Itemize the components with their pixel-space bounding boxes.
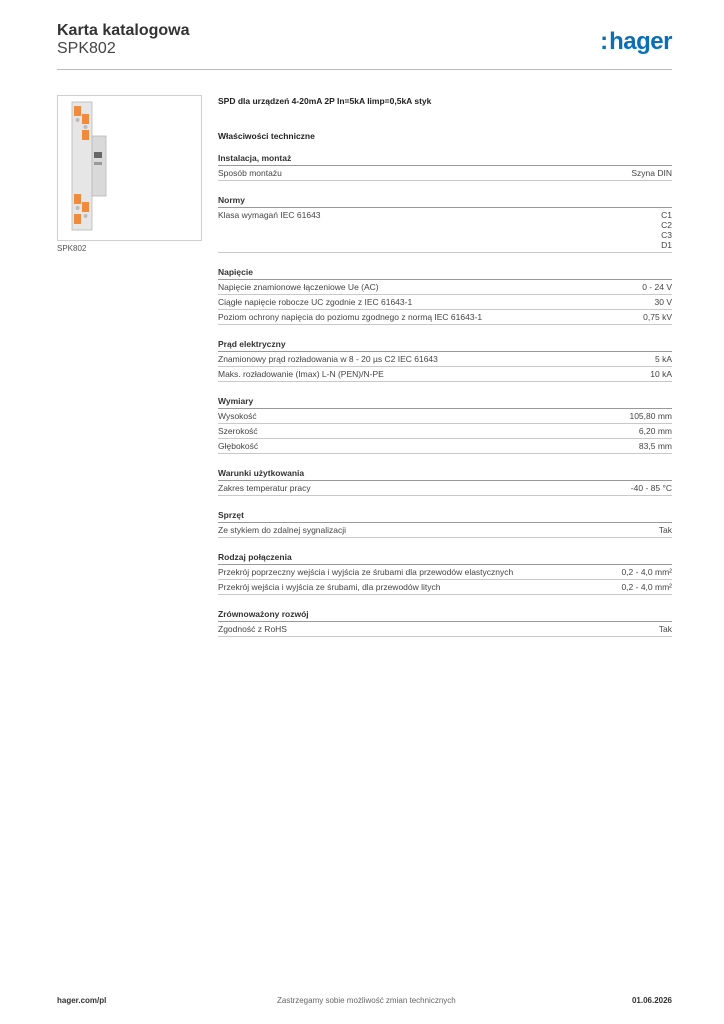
spec-label: Głębokość: [218, 441, 259, 451]
hager-logo: :hager: [600, 28, 672, 55]
spec-label: Napięcie znamionowe łączeniowe Ue (AC): [218, 282, 379, 292]
spec-section: [218, 465, 672, 496]
spec-row: [218, 166, 672, 181]
properties-heading: Właściwości techniczne: [218, 131, 315, 141]
spec-label: Zgodność z RoHS: [218, 624, 287, 634]
spec-row: [218, 439, 672, 454]
document-title: Karta katalogowa: [57, 22, 190, 39]
spec-section: [218, 192, 672, 253]
spec-row: [218, 409, 672, 424]
spec-label: Sposób montażu: [218, 168, 282, 178]
spec-label: Klasa wymagań IEC 61643: [218, 210, 321, 220]
product-description: SPD dla urządzeń 4-20mA 2P In=5kA Iimp=0,5kA styk: [218, 96, 432, 106]
section-title: Prąd elektryczny: [218, 336, 672, 352]
section-title: Napięcie: [218, 264, 672, 280]
spec-section: [218, 606, 672, 637]
footer-website[interactable]: hager.com/pl: [57, 996, 107, 1005]
spec-value: 10 kA: [650, 369, 672, 379]
spec-row: [218, 580, 672, 595]
spec-value: 0,75 kV: [643, 312, 672, 322]
spec-row: [218, 208, 672, 253]
spec-label: Przekrój poprzeczny wejścia i wyjścia ze śrubami dla przewodów elastycznych: [218, 567, 514, 577]
spec-label: Zakres temperatur pracy: [218, 483, 311, 493]
spec-value: C1 C2 C3 D1: [661, 210, 672, 250]
spec-value: Tak: [658, 624, 672, 634]
spec-value: 5 kA: [654, 354, 672, 364]
spec-value: 6,20 mm: [638, 426, 672, 436]
spec-row: [218, 424, 672, 439]
spec-row: [218, 481, 672, 496]
spec-label: Przekrój wejścia i wyjścia ze śrubami, dla przewodów litych: [218, 582, 441, 592]
image-caption: SPK802: [57, 244, 87, 253]
spec-section: [218, 507, 672, 538]
specs-table: [218, 150, 672, 648]
page-header: [57, 18, 672, 70]
spec-label: Szerokość: [218, 426, 258, 436]
spec-label: Maks. rozładowanie (Imax) L-N (PEN)/N-PE: [218, 369, 384, 379]
spec-label: Ze stykiem do zdalnej sygnalizacji: [218, 525, 347, 535]
spec-value: Tak: [658, 525, 672, 535]
spec-row: [218, 367, 672, 382]
spec-row: [218, 280, 672, 295]
spec-value: -40 - 85 °C: [630, 483, 672, 493]
product-photo-icon: [58, 96, 201, 240]
section-title: Zrównoważony rozwój: [218, 606, 672, 622]
section-title: Wymiary: [218, 393, 672, 409]
spec-row: [218, 565, 672, 580]
product-code: SPK802: [57, 40, 116, 57]
spec-section: [218, 393, 672, 454]
spec-value: 0,2 - 4,0 mm²: [621, 582, 672, 592]
section-title: Warunki użytkowania: [218, 465, 672, 481]
spec-value: 105,80 mm: [629, 411, 672, 421]
spec-row: [218, 295, 672, 310]
footer-date: 01.06.2026: [631, 996, 672, 1005]
spec-row: [218, 352, 672, 367]
spec-label: Poziom ochrony napięcia do poziomu zgodnego z normą IEC 61643-1: [218, 312, 483, 322]
product-image: [57, 95, 202, 241]
section-title: Rodzaj połączenia: [218, 549, 672, 565]
spec-value: 0,2 - 4,0 mm²: [621, 567, 672, 577]
spec-value: Szyna DIN: [631, 168, 672, 178]
spec-label: Ciągłe napięcie robocze UC zgodnie z IEC 61643-1: [218, 297, 413, 307]
footer-disclaimer: Zastrzegamy sobie możliwość zmian technicznych: [277, 996, 456, 1005]
spec-row: [218, 622, 672, 637]
spec-value: 83,5 mm: [638, 441, 672, 451]
section-title: Normy: [218, 192, 672, 208]
section-title: Sprzęt: [218, 507, 672, 523]
spec-section: [218, 549, 672, 595]
section-title: Instalacja, montaż: [218, 150, 672, 166]
spec-section: [218, 150, 672, 181]
spec-label: Znamionowy prąd rozładowania w 8 - 20 µs C2 IEC 61643: [218, 354, 438, 364]
spec-label: Wysokość: [218, 411, 257, 421]
spec-value: 30 V: [654, 297, 672, 307]
spec-value: 0 - 24 V: [642, 282, 672, 292]
spec-section: [218, 264, 672, 325]
spec-section: [218, 336, 672, 382]
spec-row: [218, 310, 672, 325]
spec-row: [218, 523, 672, 538]
